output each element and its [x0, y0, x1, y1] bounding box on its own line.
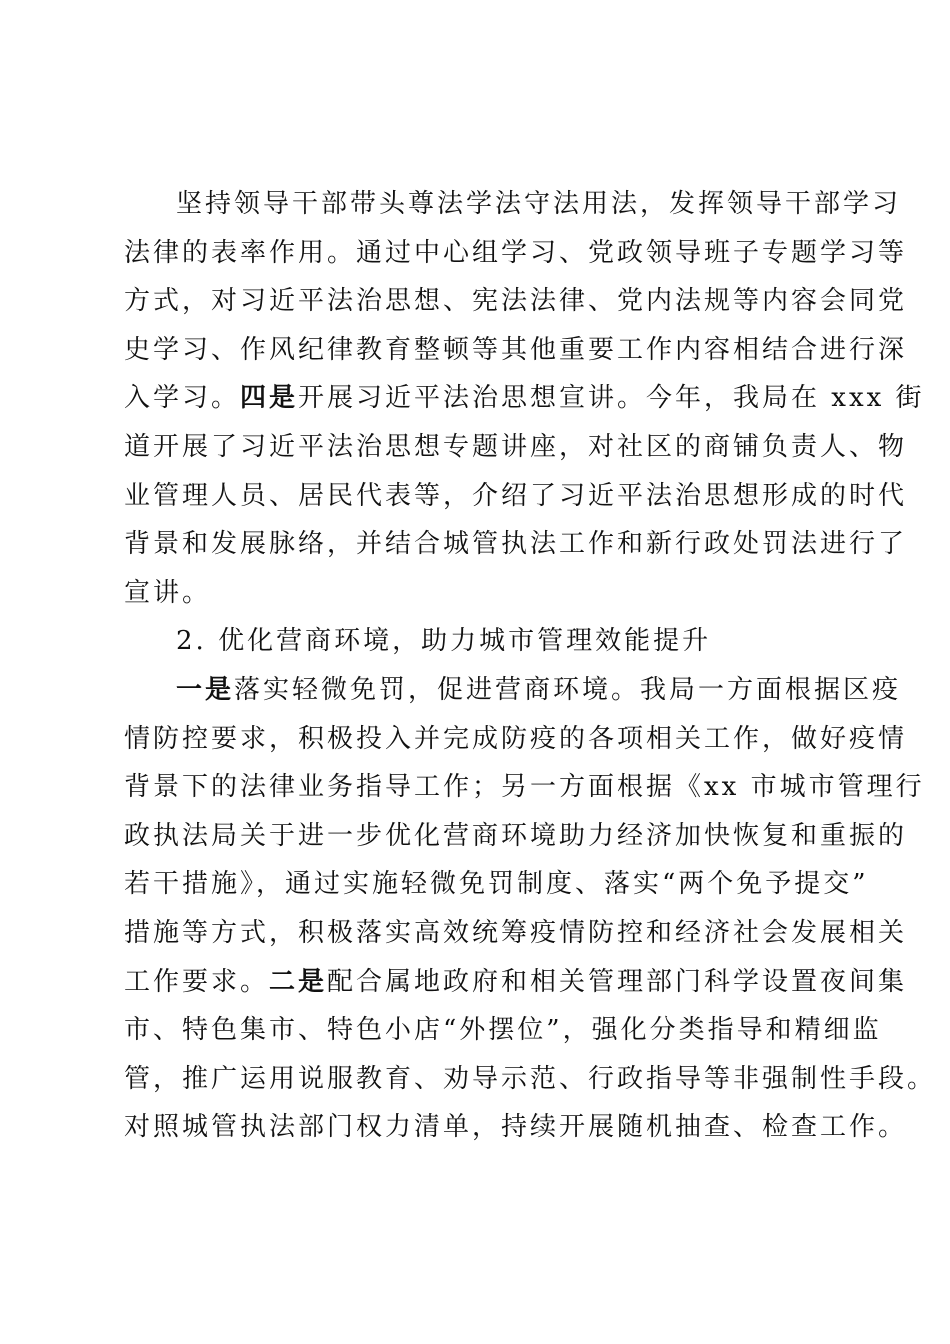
text-line: 情防控要求，积极投入并完成防疫的各项相关工作，做好疫情 [124, 723, 908, 754]
text-line: 道开展了习近平法治思想专题讲座，对社区的商铺负责人、物 [124, 431, 908, 462]
text-line: 措施等方式，积极落实高效统筹疫情防控和经济社会发展相关 [124, 917, 908, 948]
heading-text: 2. 优化营商环境，助力城市管理效能提升 [176, 626, 712, 657]
text-line: 管，推广运用说服教育、劝导示范、行政指导等非强制性手段。 [124, 1063, 937, 1094]
text-run: 入学习。 [124, 383, 241, 414]
text-line: 背景下的法律业务指导工作；另一方面根据《xx 市城市管理行 [124, 772, 925, 803]
text-line: 市、特色集市、特色小店“外摆位”，强化分类指导和精细监 [124, 1015, 882, 1046]
bold-heading-one: 一是 [176, 674, 235, 705]
text-run: 配合属地政府和相关管理部门科学设置夜间集 [327, 966, 908, 997]
text-line: 对照城管执法部门权力清单，持续开展随机抽查、检查工作。 [124, 1112, 908, 1143]
text-run: 落实轻微免罚，促进营商环境。我局一方面根据区疫 [234, 674, 902, 705]
section-heading-business-environment [124, 617, 836, 666]
text-line: 宣讲。 [124, 577, 212, 608]
text-run: 开展习近平法治思想宣讲。今年，我局在 xxx 街 [298, 383, 925, 414]
text-line: 政执法局关于进一步优化营商环境助力经济加快恢复和重振的 [124, 820, 908, 851]
paragraph-leadership-study [124, 180, 925, 617]
paragraph-business-environment [124, 666, 937, 1152]
text-line: 史学习、作风纪律教育整顿等其他重要工作内容相结合进行深 [124, 334, 908, 365]
text-line: 坚持领导干部带头尊法学法守法用法，发挥领导干部学习 [176, 189, 902, 219]
text-line: 业管理人员、居民代表等，介绍了习近平法治思想形成的时代 [124, 480, 908, 511]
text-line: 法律的表率作用。通过中心组学习、党政领导班子专题学习等 [124, 237, 908, 268]
bold-heading-two: 二是 [269, 966, 328, 997]
document-body [124, 180, 937, 1152]
text-line: 方式，对习近平法治思想、宪法法律、党内法规等内容会同党 [124, 286, 908, 317]
text-run: 工作要求。 [124, 966, 270, 997]
text-line: 若干措施》，通过实施轻微免罚制度、落实“两个免予提交” [124, 869, 869, 900]
text-line [124, 374, 925, 423]
bold-heading-four: 四是 [240, 383, 299, 414]
text-line [124, 958, 908, 1007]
text-line: 背景和发展脉络，并结合城管执法工作和新行政处罚法进行了 [124, 529, 908, 560]
text-line [124, 666, 902, 715]
